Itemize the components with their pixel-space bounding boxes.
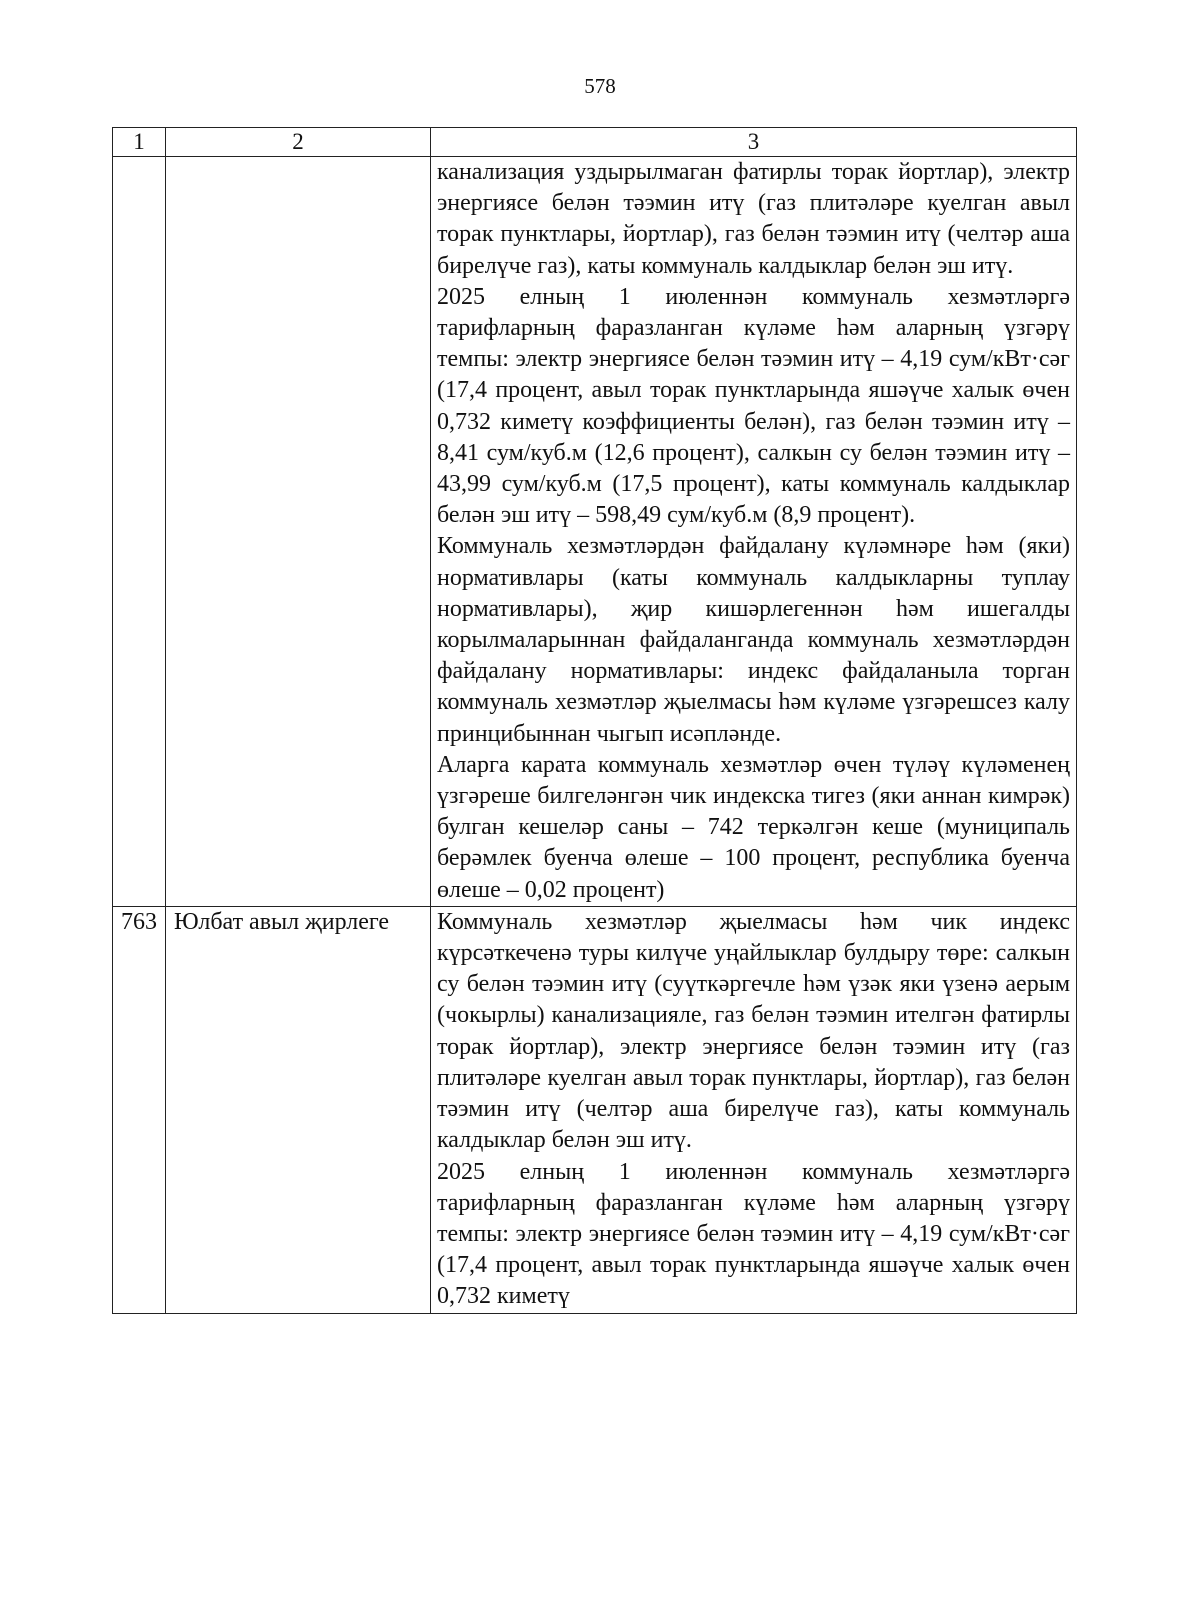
paragraph: 2025 елның 1 июленнән коммуналь хезмәтләргә тарифларның фаразланган күләме һәм аларның үзгәрү темпы: электр энергиясе белән тәэмин итү – 4,19 сум/кВт·сәг (17,4 процент, авыл торак пунктларында яшәүче халык өчен 0,732 киметү коэффициенты белән), газ белән тәэмин итү – 8,41 сум/куб.м (12,6 процент), салкын су белән тәэмин итү – 43,99 сум/куб.м (17,5 процент), каты коммуналь калдыклар белән эш итү – 598,49 сум/куб.м (8,9 процент).: [437, 283, 1070, 529]
header-col-3: 3: [431, 128, 1077, 157]
description-cell: [431, 906, 1077, 1313]
row-number: [113, 157, 166, 907]
paragraph: канализация уздырылмаган фатирлы торак йортлар), электр энергиясе белән тәэмин итү (газ плитәләре куелган авыл торак пунктлары, йортлар), газ белән тәэмин итү (челтәр аша бирелүче газ), каты коммуналь калдыклар белән эш итү.: [437, 159, 1070, 279]
table-header-row: [113, 128, 1077, 157]
paragraph: Аларга карата коммуналь хезмәтләр өчен түләү күләменең үзгәреше билгеләнгән чик индекска тигез (яки аннан кимрәк) булган кешеләр саны – 742 теркәлгән кеше (муниципаль берәмлек буенча өлеше – 100 процент, республика буенча өлеше – 0,02 процент): [437, 751, 1070, 903]
paragraph: Коммуналь хезмәтләрдән файдалану күләмнәре һәм (яки) нормативлары (каты коммуналь калдыкларны туплау нормативлары), җир кишәрлегеннән һәм ишегалды корылмаларыннан файдаланганда коммуналь хезмәтләрдән файдалану нормативлары: индекс файдаланыла торган коммуналь хезмәтләр җыелмасы һәм күләме үзгәрешсез калу принцибыннан чыгып исәпләнде.: [437, 533, 1070, 747]
paragraph: 2025 елның 1 июленнән коммуналь хезмәтләргә тарифларның фаразланган күләме һәм аларның үзгәрү темпы: электр энергиясе белән тәэмин итү – 4,19 сум/кВт·сәг (17,4 процент, авыл торак пунктларында яшәүче халык өчен 0,732 киметү: [437, 1158, 1070, 1310]
table-row: [113, 906, 1077, 1313]
paragraph: Коммуналь хезмәтләр җыелмасы һәм чик индекс күрсәткеченә туры килүче уңайлыклар булдыру төре: салкын су белән тәэмин итү (суүткәргечле һәм үзәк яки үзенә аерым (чокырлы) канализацияле, газ белән тәэмин ителгән фатирлы торак йортлар), электр энергиясе белән тәэмин итү (газ плитәләре куелган авыл торак пунктлары, йортлар), газ белән тәэмин итү (челтәр аша бирелүче газ), каты коммуналь калдыклар белән эш итү.: [437, 908, 1070, 1154]
page-number: 578: [584, 74, 616, 98]
tariff-table: [112, 127, 1077, 1314]
header-col-1: 1: [113, 128, 166, 157]
settlement-name: Юлбат авыл җирлеге: [166, 906, 431, 1313]
settlement-name: [166, 157, 431, 907]
header-col-2: 2: [166, 128, 431, 157]
table-row: [113, 157, 1077, 907]
description-cell: [431, 157, 1077, 907]
row-number: 763: [113, 906, 166, 1313]
